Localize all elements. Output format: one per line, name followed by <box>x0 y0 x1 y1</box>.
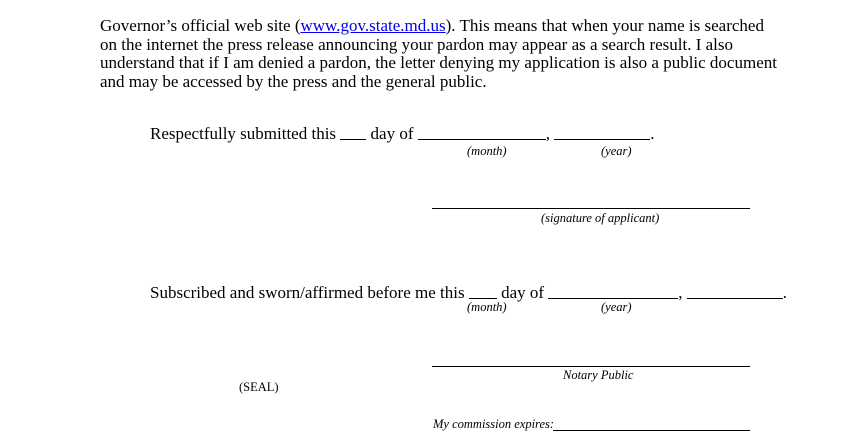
governor-website-link[interactable]: www.gov.state.md.us <box>300 16 446 35</box>
sworn-day-of: day of <box>501 283 545 302</box>
submitted-year-caption: (year) <box>601 144 632 158</box>
sworn-month-blank[interactable] <box>548 284 678 299</box>
seal-label: (SEAL) <box>239 380 279 394</box>
paragraph-text-before-link: Governor’s official web site ( <box>100 16 301 35</box>
submitted-day-of: day of <box>370 124 414 143</box>
notary-caption: Notary Public <box>563 368 634 382</box>
submitted-day-blank[interactable] <box>340 125 366 140</box>
sworn-year-caption: (year) <box>601 300 632 314</box>
sworn-month-caption: (month) <box>467 300 507 314</box>
submitted-year-blank[interactable] <box>554 125 650 140</box>
submitted-month-blank[interactable] <box>418 125 546 140</box>
signature-caption: (signature of applicant) <box>541 211 660 225</box>
sworn-year-blank[interactable] <box>687 284 783 299</box>
submitted-prefix: Respectfully submitted this <box>150 124 337 143</box>
sworn-period: . <box>782 283 788 302</box>
commission-expires-label: My commission expires: <box>433 417 555 431</box>
submitted-line <box>150 124 655 144</box>
sworn-prefix: Subscribed and sworn/affirmed before me this <box>150 283 465 302</box>
disclosure-paragraph <box>100 17 780 91</box>
commission-expires-line[interactable] <box>553 430 750 431</box>
signature-line[interactable] <box>432 208 750 209</box>
sworn-day-blank[interactable] <box>469 284 497 299</box>
submitted-month-caption: (month) <box>467 144 507 158</box>
paragraph-text-after-link: ). This means that when your name is searched on the internet the press release announcing your pardon may appear as a search result. I also understand that if I am denied a pardon, the letter denying my application is also a public document and may be accessed by the press and the general public. <box>100 16 777 91</box>
notary-signature-line[interactable] <box>432 366 750 367</box>
sworn-comma: , <box>678 283 683 302</box>
submitted-period: . <box>650 124 655 143</box>
submitted-comma: , <box>545 124 551 143</box>
